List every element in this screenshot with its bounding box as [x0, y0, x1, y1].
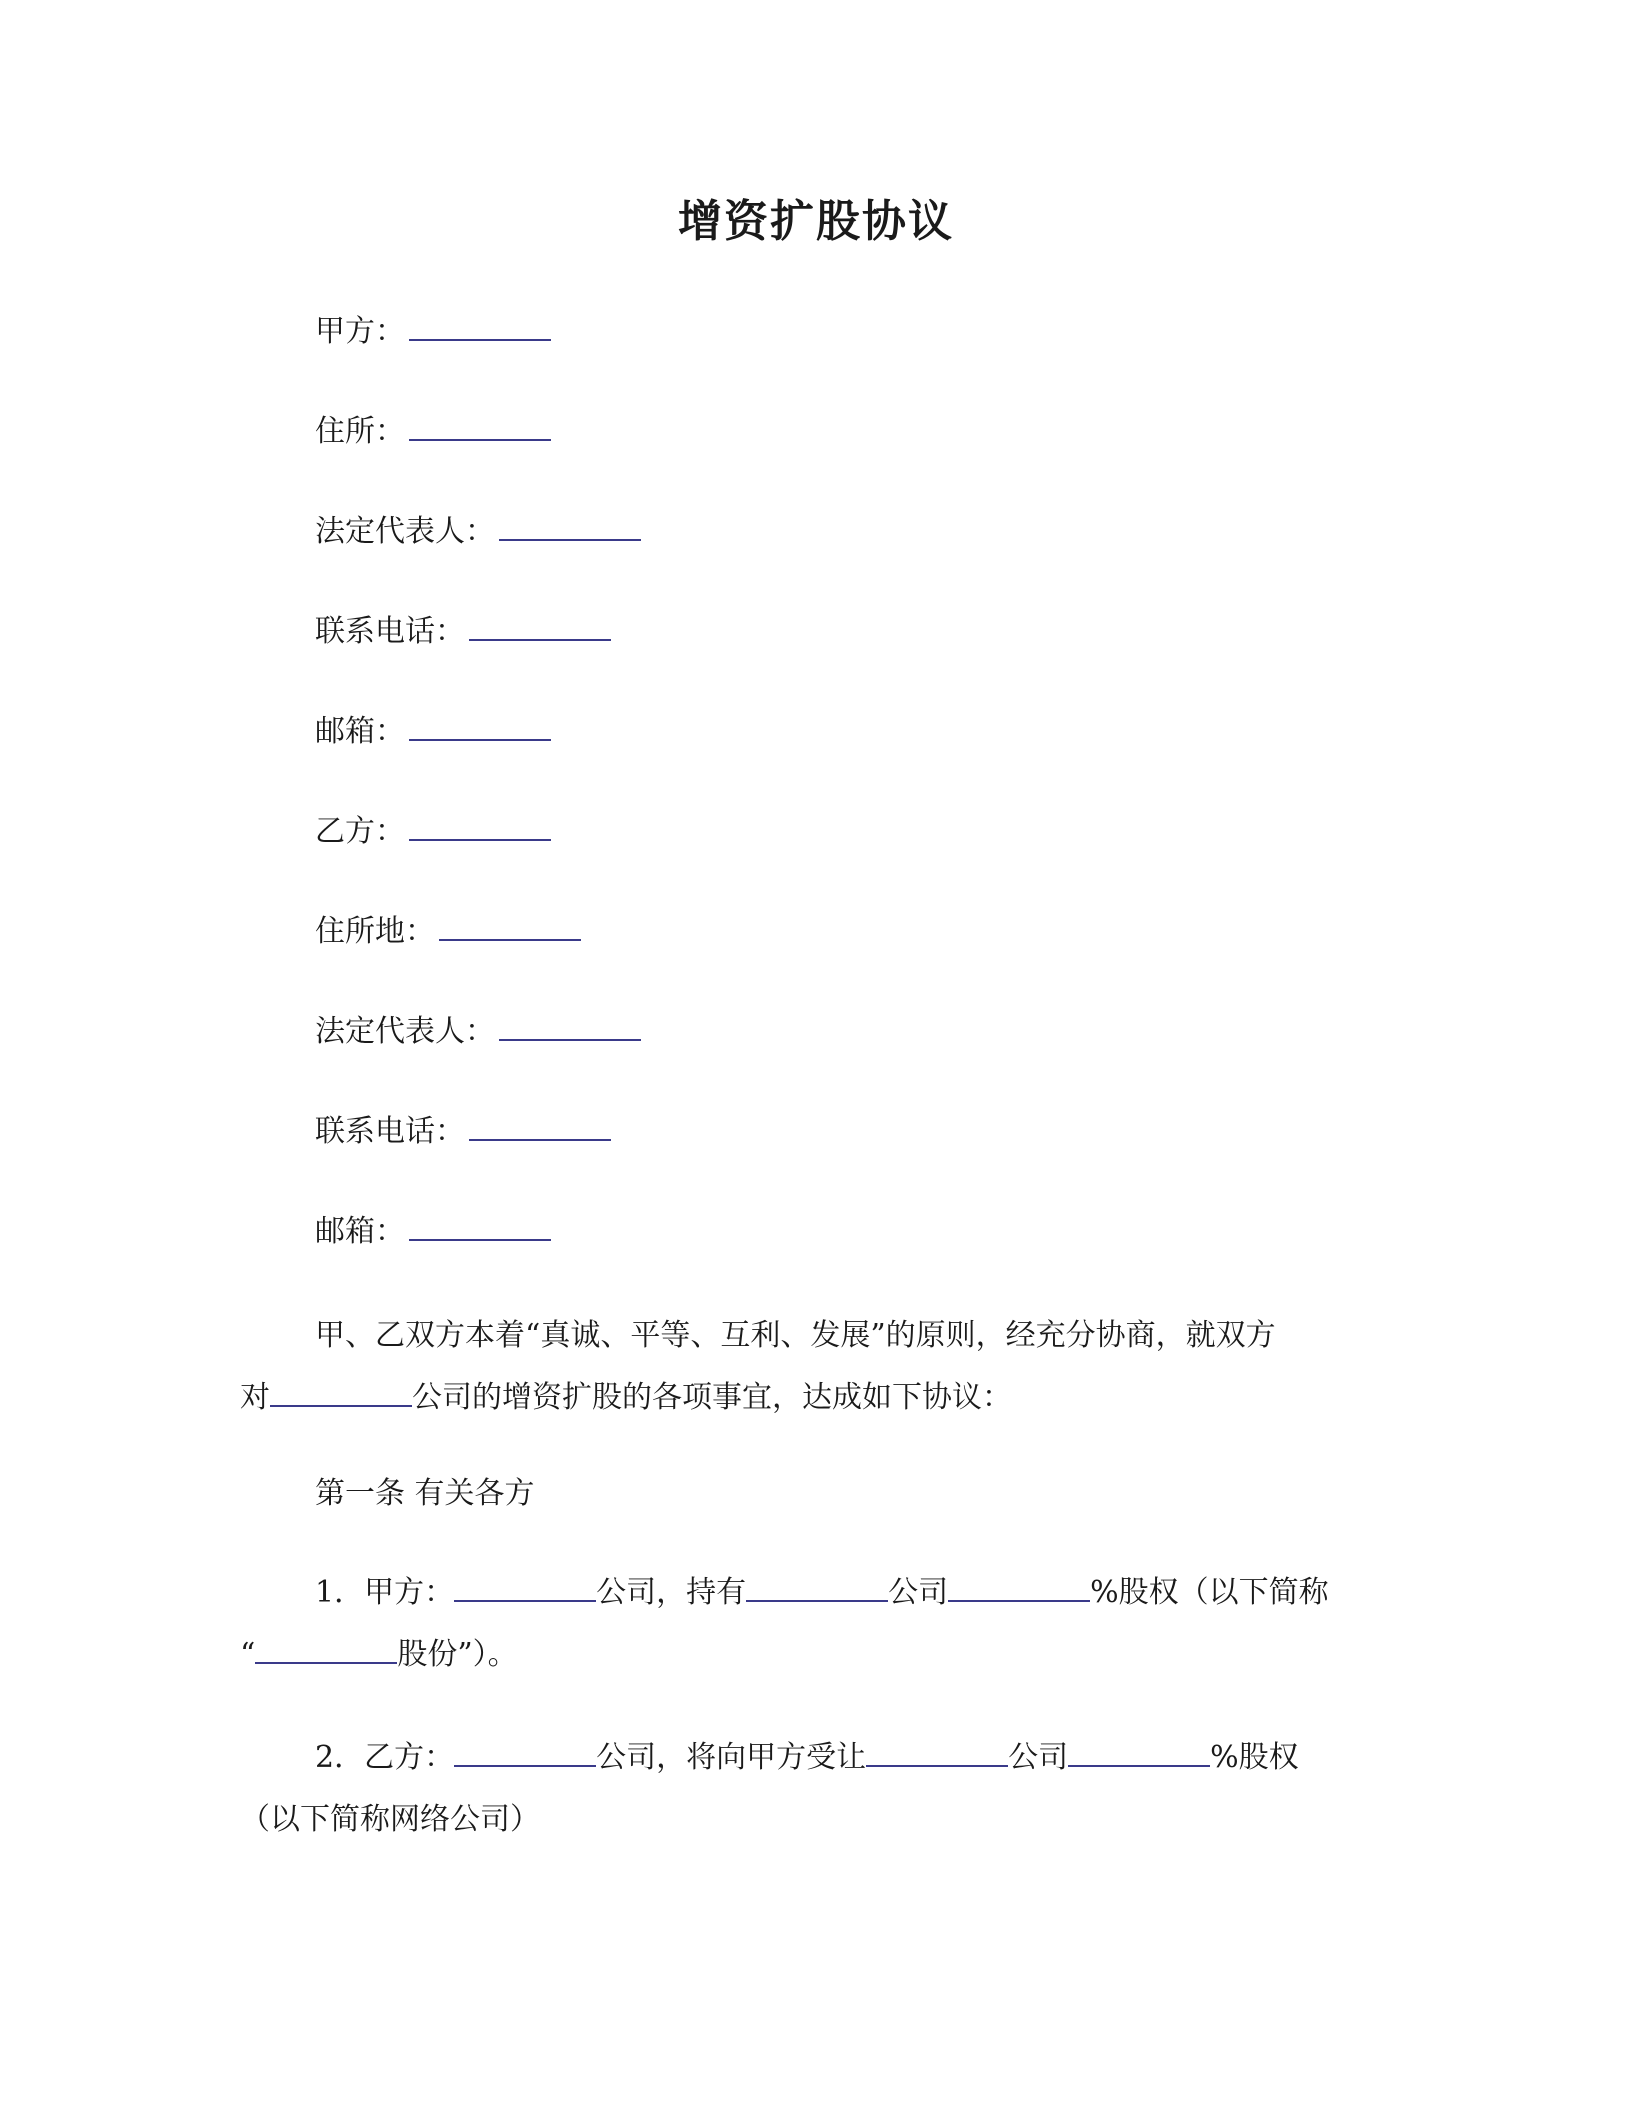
item-1-line-1: 1．甲方： 公司，持有 公司 %股权（以下简称 [315, 1575, 1329, 1610]
party-a-email-blank[interactable] [409, 713, 551, 741]
party-a-rep-blank[interactable] [499, 513, 641, 541]
party-b-name-field [315, 812, 551, 852]
item-1-company-blank[interactable] [746, 1574, 888, 1602]
item-1-line-2: “ 股份”）。 [240, 1637, 518, 1672]
item-2-line-1: 2．乙方： 公司，将向甲方受让 公司 %股权 [315, 1740, 1299, 1775]
party-b-phone-blank[interactable] [469, 1113, 611, 1141]
preamble-line-2: 对 公司的增资扩股的各项事宜，达成如下协议： [240, 1380, 1012, 1415]
party-a-address-label: 住所： [315, 414, 405, 449]
preamble-company-blank[interactable] [270, 1379, 412, 1407]
party-a-email-label: 邮箱： [315, 714, 405, 749]
item-2-line-2: （以下简称网络公司） [240, 1802, 540, 1837]
article-1-heading: 第一条 有关各方 [315, 1476, 535, 1511]
item-2-party-b-blank[interactable] [454, 1739, 596, 1767]
party-b-email-blank[interactable] [409, 1213, 551, 1241]
preamble-line-1: 甲、乙双方本着“真诚、平等、互利、发展”的原则，经充分协商，就双方 [315, 1318, 1276, 1353]
party-a-name-field [315, 312, 551, 352]
item-1-shares-blank[interactable] [255, 1636, 397, 1664]
party-b-phone-label: 联系电话： [315, 1114, 465, 1149]
party-b-address-field [315, 912, 581, 952]
party-a-phone-field [315, 612, 611, 652]
document-title: 增资扩股协议 [678, 196, 954, 247]
party-b-email-field [315, 1212, 551, 1252]
party-a-phone-blank[interactable] [469, 613, 611, 641]
party-b-rep-label: 法定代表人： [315, 1014, 495, 1049]
party-a-rep-label: 法定代表人： [315, 514, 495, 549]
party-b-address-blank[interactable] [439, 913, 581, 941]
party-a-name-label: 甲方： [315, 314, 405, 349]
party-b-name-blank[interactable] [409, 813, 551, 841]
preamble-paragraph [240, 1305, 1380, 1429]
party-a-rep-field [315, 512, 641, 552]
article-1-item-1 [240, 1562, 1380, 1686]
party-a-phone-label: 联系电话： [315, 614, 465, 649]
party-b-phone-field [315, 1112, 611, 1152]
item-1-percent-blank[interactable] [948, 1574, 1090, 1602]
article-1-item-2 [240, 1727, 1380, 1851]
party-b-address-label: 住所地： [315, 914, 435, 949]
party-a-name-blank[interactable] [409, 313, 551, 341]
party-b-email-label: 邮箱： [315, 1214, 405, 1249]
item-2-percent-blank[interactable] [1068, 1739, 1210, 1767]
party-a-address-field [315, 412, 551, 452]
item-1-party-a-blank[interactable] [454, 1574, 596, 1602]
party-b-rep-field [315, 1012, 641, 1052]
party-b-name-label: 乙方： [315, 814, 405, 849]
party-a-address-blank[interactable] [409, 413, 551, 441]
item-2-company-blank[interactable] [866, 1739, 1008, 1767]
party-b-rep-blank[interactable] [499, 1013, 641, 1041]
party-a-email-field [315, 712, 551, 752]
